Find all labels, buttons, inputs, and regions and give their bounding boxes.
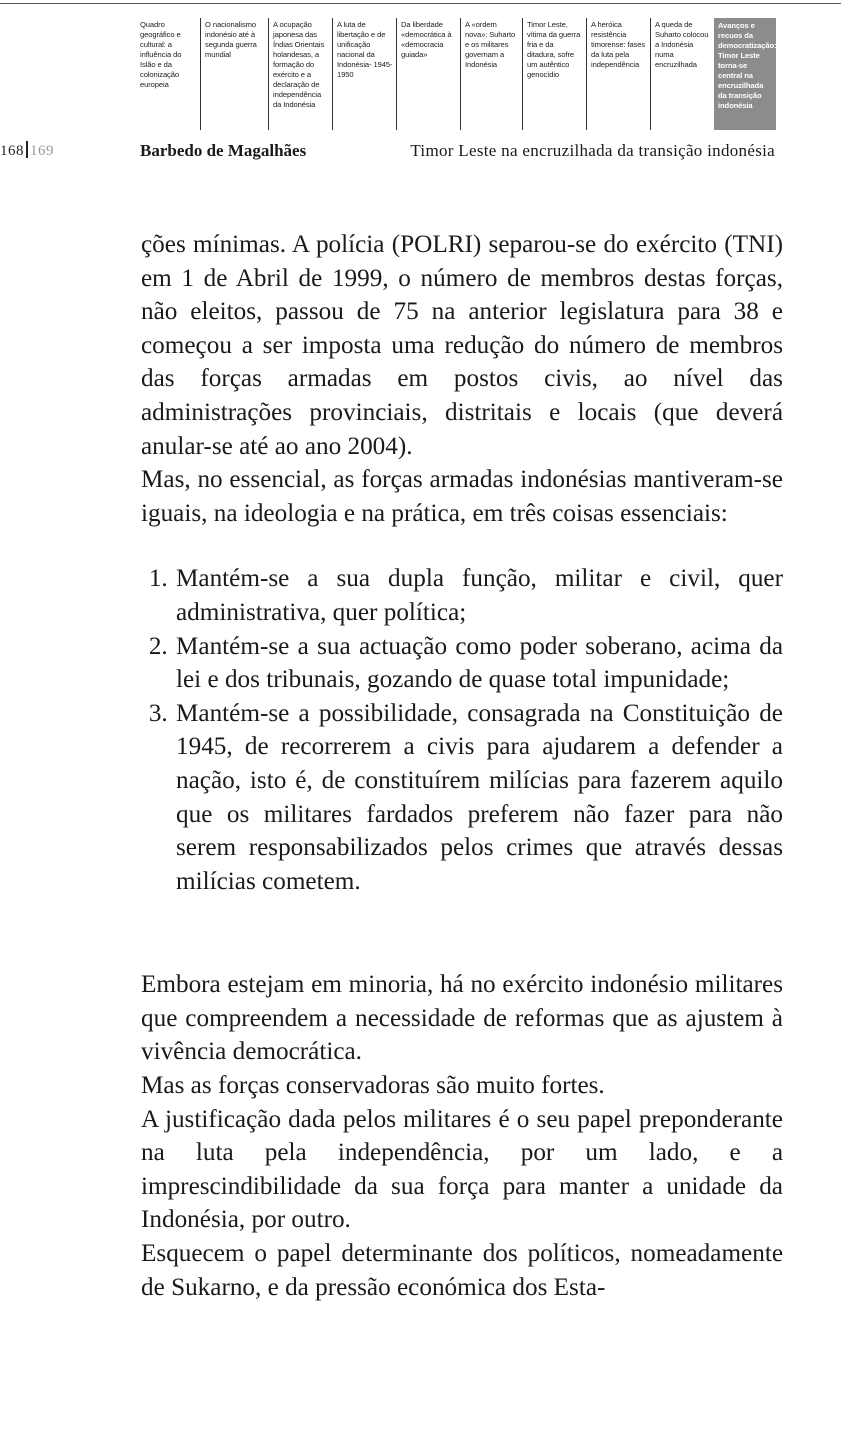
running-head	[0, 141, 841, 165]
list-item: 2. Mantém-se a sua actuação como poder soberano, acima da lei e dos tribunais, gozando de quase total impunidade;	[174, 630, 783, 697]
author-name: Barbedo de Magalhães	[140, 141, 307, 160]
chapter-strip	[136, 18, 776, 130]
chapter-cell-1: Quadro geográfico e cultural: a influência do Islão e da colonização europeia	[140, 20, 182, 89]
section-gap	[141, 898, 783, 968]
paragraph: Embora estejam em minoria, há no exército indonésio militares que compreendem a necessidade de reformas que as ajustem à vivência democrática.	[141, 971, 783, 1066]
chapter-cell-6: A «ordem nova»: Suharto e os militares governam a Indonésia	[460, 18, 522, 130]
top-rule	[0, 3, 841, 4]
numbered-list	[141, 562, 783, 898]
page-number-right: 169	[30, 143, 54, 159]
page-numbers	[0, 141, 54, 160]
page-number-divider	[26, 141, 28, 158]
chapter-cell-current: Avanços e recuos da democratização: Timor Leste torna-se central na encruzilhada da transição indonésia	[714, 18, 776, 130]
body-text	[141, 228, 783, 1304]
paragraph: Mas, no essencial, as forças armadas indonésias mantiveram-se iguais, na ideologia e na prática, em três coisas essenciais:	[141, 466, 783, 527]
chapter-cell-7: Timor Leste, vítima da guerra fria e da ditadura, sofre um autêntico genocídio	[522, 18, 586, 130]
chapter-cell-5: Da liberdade «democrática à «democracia guiada»	[396, 18, 460, 130]
paragraph: ções mínimas. A polícia (POLRI) separou-se do exército (TNI) em 1 de Abril de 1999, o número de membros destas forças, não eleitos, passou de 75 na anterior legislatura para 38 e começou a ser imposta uma redução do número de membros das forças armadas em postos civis, ao nível das administrações provinciais, distritais e locais (que deverá anular-se até ao ano 2004).	[141, 231, 783, 460]
paragraph: A justificação dada pelos militares é o seu papel preponderante na luta pela independência, por um lado, e a imprescindibilidade da sua força para manter a unidade da Indonésia, por outro.	[141, 1105, 783, 1234]
list-item: 1. Mantém-se a sua dupla função, militar e civil, quer administrativa, quer política;	[174, 562, 783, 629]
chapter-cell-8: A heróica resistência timorense: fases da luta pela independência	[586, 18, 650, 130]
paragraph: Mas as forças conservadoras são muito fortes.	[141, 1072, 605, 1100]
list-item: 3. Mantém-se a possibilidade, consagrada na Constituição de 1945, de recorrerem a civis para ajudarem a defender a nação, isto é, de constituírem milícias para fazerem aquilo que os militares fardados preferem não fazer para não serem responsabilizados pelos crimes que através dessas milícias cometem.	[174, 697, 783, 899]
chapter-cell-4: A luta de libertação e de unificação nacional da Indonésia- 1945-1950	[332, 18, 396, 130]
book-title: Timor Leste na encruzilhada da transição indonésia	[410, 141, 775, 160]
chapter-cell-3: A ocupação japonesa das Índias Orientais holandesas, a formação do exército e a declaração de independência da Indonésia	[268, 18, 332, 130]
chapter-cell-9: A queda de Suharto colocou a Indonésia numa encruzilhada	[650, 18, 714, 130]
page-number-left: 168	[0, 143, 24, 159]
paragraph: Esquecem o papel determinante dos políticos, nomeadamente de Sukarno, e da pressão económica dos Esta-	[141, 1240, 783, 1301]
chapter-cell-2: O nacionalismo indonésio até à segunda guerra mundial	[200, 18, 268, 130]
